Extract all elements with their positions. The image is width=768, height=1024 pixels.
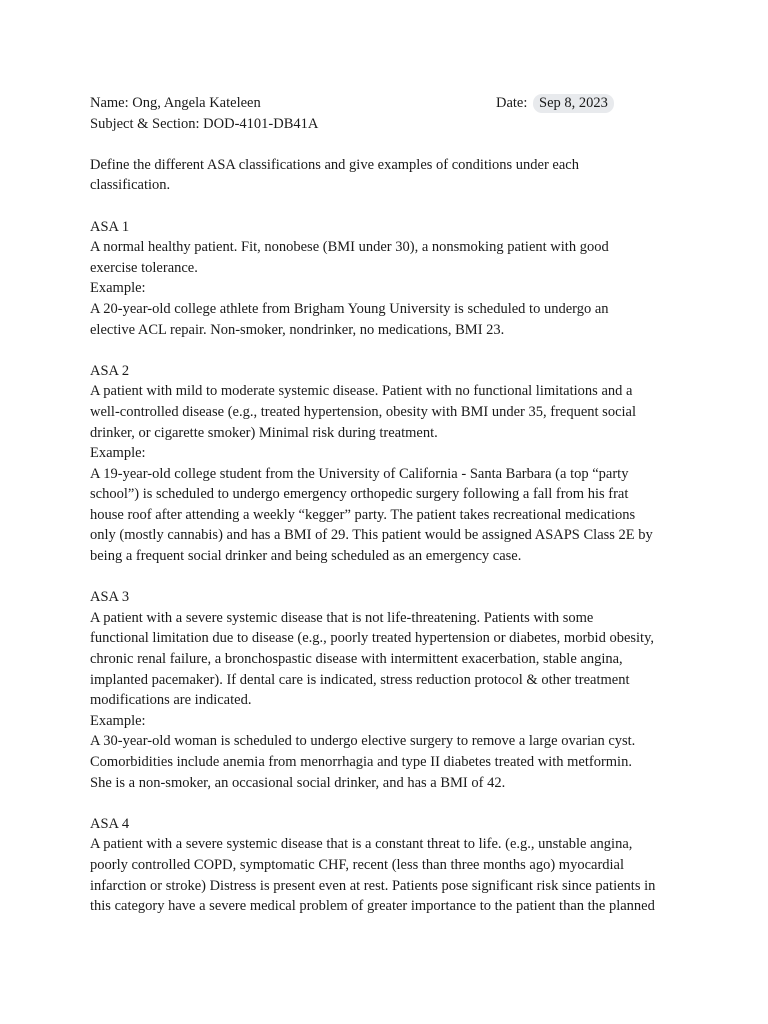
document-body [90, 93, 682, 917]
description-line: functional limitation due to disease (e.g., poorly treated hypertension or diabetes, morbid obesity, [90, 630, 655, 647]
description-line: A patient with mild to moderate systemic disease. Patient with no functional limitations and a [90, 383, 633, 400]
section-asa-3 [90, 587, 682, 793]
example-line: being a frequent social drinker and being scheduled as an emergency case. [90, 548, 522, 565]
example-line: A 19-year-old college student from the University of California - Santa Barbara (a top “party [90, 465, 629, 482]
example-label: Example: [90, 712, 146, 729]
prompt-line: Define the different ASA classifications and give examples of conditions under each [90, 156, 579, 173]
date-chip[interactable]: Sep 8, 2023 [533, 94, 614, 113]
example-line: elective ACL repair. Non-smoker, nondrinker, no medications, BMI 23. [90, 321, 505, 338]
blank-line [90, 567, 682, 588]
description-line: this category have a severe medical problem of greater importance to the patient than the planned [90, 898, 655, 915]
example-label: Example: [90, 280, 146, 297]
blank-line [90, 793, 682, 814]
section-asa-4 [90, 814, 682, 917]
example-line: house roof after attending a weekly “kegger” party. The patient takes recreational medications [90, 506, 636, 523]
section-asa-1 [90, 217, 682, 341]
section-title: ASA 2 [90, 362, 130, 379]
prompt-line: classification. [90, 177, 171, 194]
blank-line [90, 340, 682, 361]
date-label: Date: [496, 95, 528, 111]
description-line: A patient with a severe systemic disease that is not life-threatening. Patients with some [90, 609, 594, 626]
example-line: She is a non-smoker, an occasional social drinker, and has a BMI of 42. [90, 774, 506, 791]
example-line: Comorbidities include anemia from menorrhagia and type II diabetes treated with metformin. [90, 754, 632, 770]
subject-section: Subject & Section: DOD-4101-DB41A [90, 115, 319, 132]
description-line: A patient with a severe systemic disease that is a constant threat to life. (e.g., unstable angina, [90, 836, 633, 853]
blank-line [90, 196, 682, 217]
description-line: infarction or stroke) Distress is present even at rest. Patients pose significant risk since patients in [90, 877, 656, 894]
example-label: Example: [90, 445, 146, 462]
description-line: A normal healthy patient. Fit, nonobese (BMI under 30), a nonsmoking patient with good [90, 239, 609, 256]
description-line: exercise tolerance. [90, 259, 198, 276]
example-line: only (mostly cannabis) and has a BMI of 29. This patient would be assigned ASAPS Class 2E by [90, 527, 653, 544]
section-title: ASA 4 [90, 815, 130, 832]
section-title: ASA 3 [90, 589, 130, 606]
section-asa-2 [90, 361, 682, 567]
example-line: school”) is scheduled to undergo emergency orthopedic surgery following a fall from his frat [90, 486, 629, 503]
example-line: A 20-year-old college athlete from Brigham Young University is scheduled to undergo an [90, 300, 609, 317]
description-line: modifications are indicated. [90, 692, 252, 709]
description-line: drinker, or cigarette smoker) Minimal risk during treatment. [90, 424, 438, 441]
date-field [496, 93, 614, 114]
header-name-date-row [90, 93, 682, 114]
description-line: chronic renal failure, a bronchospastic disease with intermittent exacerbation, stable angina, [90, 651, 623, 668]
example-line: A 30-year-old woman is scheduled to undergo elective surgery to remove a large ovarian cyst. [90, 733, 636, 750]
student-name: Name: Ong, Angela Kateleen [90, 95, 261, 111]
blank-line [90, 134, 682, 155]
section-title: ASA 1 [90, 218, 130, 235]
description-line: implanted pacemaker). If dental care is indicated, stress reduction protocol & other treatment [90, 671, 630, 688]
description-line: well-controlled disease (e.g., treated hypertension, obesity with BMI under 35, frequent social [90, 403, 637, 420]
description-line: poorly controlled COPD, symptomatic CHF, recent (less than three months ago) myocardial [90, 856, 625, 873]
